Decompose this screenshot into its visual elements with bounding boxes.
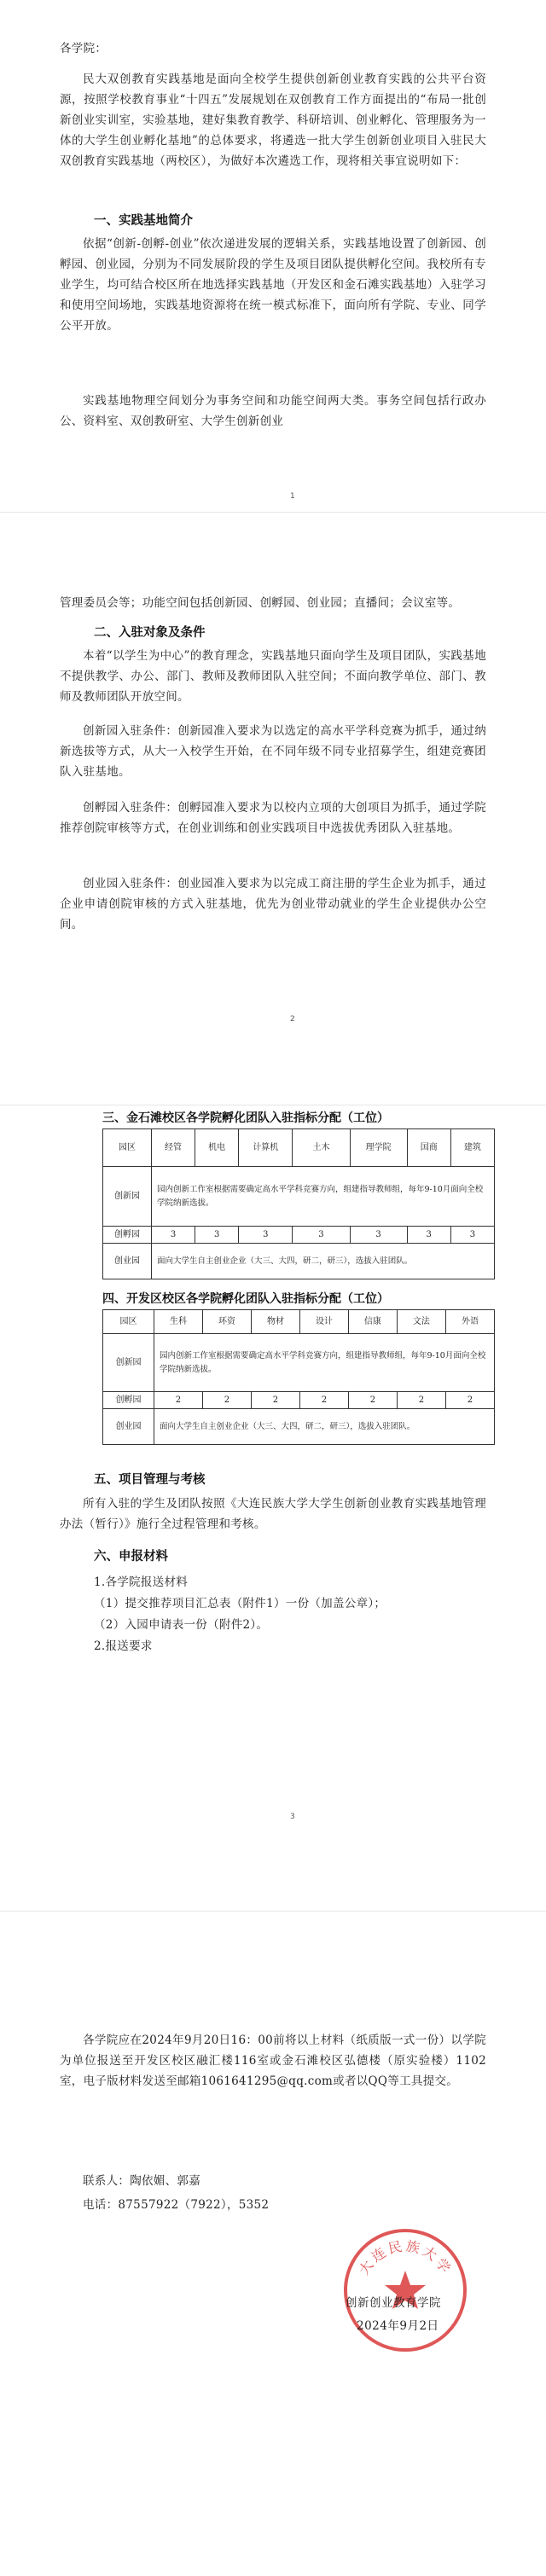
table1-incubation-value: 3 [151,1227,195,1244]
table2-innovation-desc: 园内创新工作室根据需要确定高水平学科竞赛方向，组建指导教师组，每年9-10月面向全校学院纳新选拔。 [154,1334,495,1392]
signature-org: 创新创业教育学院 [346,2296,441,2310]
table1-title: 三、金石滩校区各学院孵化团队入驻指标分配（工位） [102,1111,389,1125]
contact-person: 联系人：陶依媚、郭嘉 [83,2174,200,2188]
table1-col-header: 建筑 [450,1129,494,1167]
page-number: 1 [290,492,295,501]
table2-header-label: 园区 [103,1310,154,1334]
table2-col-header: 信康 [348,1310,397,1334]
table1-col-header: 理学院 [350,1129,407,1167]
table1-col-header: 经管 [151,1129,195,1167]
table1-incubation-row [103,1227,495,1244]
table2-incubation-value: 2 [445,1392,494,1409]
table1-incubation-label: 创孵园 [103,1227,152,1244]
table2-allocation [102,1309,495,1445]
table1-header-label: 园区 [103,1129,152,1167]
official-seal [341,2226,469,2354]
intro-paragraph: 民大双创教育实践基地是面向全校学生提供创新创业教育实践的公共平台资源，按照学校教育事业“十四五”发展规划在双创教育工作方面提出的“布局一批创新创业实训室，实验基地，建好集教育教学、科研培训、创业孵化、管理服务为一体的大学生创业孵化基地”的总体要求，将遴选一批大学生创新创业项目入驻民大双创教育实践基地（两校区），为做好本次遴选工作，现将相关事宜说明如下： [60,73,486,168]
section2-paragraph-3: 创孵园入驻条件：创孵园准入要求为以校内立项的大创项目为抓手，通过学院推荐创院审核等方式，在创业训练和创业实践项目中选拔优秀团队入驻基地。 [60,801,486,835]
table1-allocation [102,1128,495,1279]
section6-item-1a: （1）提交推荐项目汇总表（附件1）一份（加盖公章）； [94,1597,386,1610]
table1-incubation-value: 3 [293,1227,350,1244]
table2-col-header: 文法 [397,1310,445,1334]
table2-startup-desc: 面向大学生自主创业企业（大三、大四，研二，研三），选拔入驻团队。 [154,1409,495,1445]
table2-incubation-value: 2 [348,1392,397,1409]
table2-incubation-value: 2 [397,1392,445,1409]
table2-col-header: 环资 [202,1310,251,1334]
contact-phone: 电话：87557922（7922），5352 [83,2198,270,2212]
table1-incubation-value: 3 [407,1227,450,1244]
section6-item-2: 2.报送要求 [94,1639,153,1653]
table1-incubation-value: 3 [239,1227,293,1244]
table2-incubation-label: 创孵园 [103,1392,154,1409]
table2-col-header: 物材 [251,1310,299,1334]
section5-heading: 五、项目管理与考核 [94,1473,206,1487]
section6-heading: 六、申报材料 [94,1550,168,1564]
submission-paragraph: 各学院应在2024年9月20日16：00前将以上材料（纸质版一式一份）以学院为单位报送至开发区校区融汇楼116室或金石滩校区弘德楼（原实验楼）1102室，电子版材料发送至邮箱1061641295@qq.com或者以QQ等工具提交。 [60,2034,486,2088]
table1-incubation-value: 3 [450,1227,494,1244]
table1-col-header: 土木 [293,1129,350,1167]
section2-paragraph-4: 创业园入驻条件：创业园准入要求为以完成工商注册的学生企业为抓手，通过企业申请创院审核的方式入驻基地，优先为创业带动就业的学生企业提供办公空间。 [60,877,486,931]
section2-paragraph-2: 创新园入驻条件：创新园准入要求为以选定的高水平学科竞赛为抓手，通过纳新选拔等方式，从大一入校学生开始，在不同年级不同专业招募学生，组建竞赛团队入驻基地。 [60,724,486,779]
document-page-3 [0,1105,546,1911]
signature-date: 2024年9月2日 [357,2319,439,2333]
section5-paragraph: 所有入驻的学生及团队按照《大连民族大学大学生创新创业教育实践基地管理办法（暂行）》施行全过程管理和考核。 [60,1497,486,1531]
table2-incubation-value: 2 [251,1392,299,1409]
table1-startup-desc: 面向大学生自主创业企业（大三、大四，研二，研三），选拔入驻团队。 [151,1244,494,1279]
table2-title: 四、开发区校区各学院孵化团队入驻指标分配（工位） [102,1292,389,1306]
table2-innovation-label: 创新园 [103,1334,154,1392]
section2-paragraph-1: 本着“以学生为中心”的教育理念，实践基地只面向学生及项目团队，实践基地不提供教学、办公、部门、教师及教师团队入驻空间；不面向教学单位、部门、教师及教师团队开放空间。 [60,649,486,704]
document-page-2 [0,512,546,1105]
section1-heading: 一、实践基地简介 [94,214,193,228]
table2-innovation-row [103,1334,495,1392]
table2-incubation-row [103,1392,495,1409]
table1-col-header: 国商 [407,1129,450,1167]
table1-incubation-value: 3 [350,1227,407,1244]
table2-col-header: 外语 [445,1310,494,1334]
table1-col-header: 计算机 [239,1129,293,1167]
table1-incubation-value: 3 [195,1227,239,1244]
table2-incubation-value: 2 [299,1392,348,1409]
table1-innovation-desc: 园内创新工作室根据需要确定高水平学科竞赛方向，组建指导教师组，每年9-10月面向全校学院纳新选拔。 [151,1167,494,1227]
salutation: 各学院： [60,42,107,55]
table1-innovation-row [103,1167,495,1227]
table2-header-row [103,1310,495,1334]
seal-text: 大连民族大学 [355,2237,456,2278]
table2-col-header: 生科 [154,1310,203,1334]
section2-heading: 二、入驻对象及条件 [94,626,206,640]
table1-startup-row [103,1244,495,1279]
section6-item-1: 1.各学院报送材料 [94,1575,189,1589]
table1-col-header: 机电 [195,1129,239,1167]
document-page-1 [0,0,546,512]
page-number: 3 [290,1813,295,1821]
section1-paragraph-1: 依据“创新-创孵-创业”依次递进发展的逻辑关系，实践基地设置了创新园、创孵园、创业园，分别为不同发展阶段的学生及项目团队提供孵化空间。我校所有专业学生，均可结合校区所在地选择实践基地（开发区和金石滩实践基地）入驻学习和使用空间场地，实践基地资源将在统一模式标准下，面向所有学院、专业、同学公平开放。 [60,237,486,333]
table1-innovation-label: 创新园 [103,1167,152,1227]
page-number: 2 [290,1015,295,1024]
table2-startup-label: 创业园 [103,1409,154,1445]
table2-incubation-value: 2 [202,1392,251,1409]
table1-startup-label: 创业园 [103,1244,152,1279]
section6-item-1b: （2）入园申请表一份（附件2）。 [94,1618,269,1632]
document-page-4 [0,1911,546,2576]
continuation-paragraph: 管理委员会等；功能空间包括创新园、创孵园、创业园；直播间；会议室等。 [60,596,461,610]
table1-header-row [103,1129,495,1167]
table2-col-header: 设计 [299,1310,348,1334]
table2-startup-row [103,1409,495,1445]
table2-incubation-value: 2 [154,1392,203,1409]
section1-paragraph-2: 实践基地物理空间划分为事务空间和功能空间两大类。事务空间包括行政办公、资料室、双创教研室、大学生创新创业 [60,394,486,428]
